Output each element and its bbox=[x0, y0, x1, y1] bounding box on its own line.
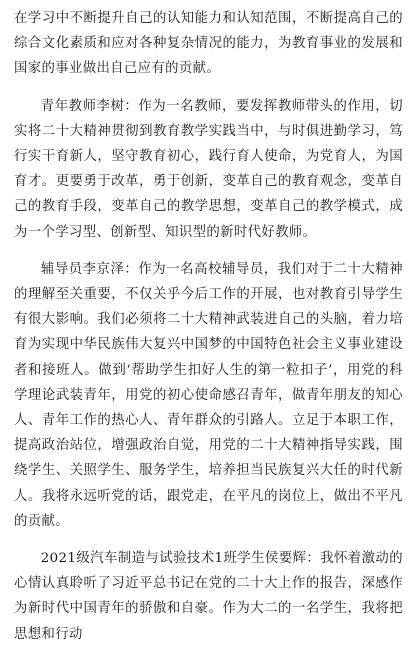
paragraph-counselor-li-jingze: 辅导员李京泽：作为一名高校辅导员，我们对于二十大精神的理解至关重要，不仅关乎今后工作的开展，也对教育引导学生有很大影响。我们必须将二十大精神武装进自己的头脑，着力培育为实现中华民族伟大复兴中国梦的中国特色社会主义事业建设者和接班人。做到‘帮助学生扣好人生的第一粒扣子’，用党的科学理论武装青年，用党的初心使命感召青年，做青年朋友的知心人、青年工作的热心人、青年群众的引路人。立足于本职工作，提高政治站位，增强政治自觉，用党的二十大精神指导实践，围绕学生、关照学生、服务学生，培养担当民族复兴大任的时代新人。我将永远听党的话，跟党走，在平凡的岗位上，做出不平凡的贡献。 bbox=[14, 261, 403, 529]
paragraph-student-hou-yaohui: 2021级汽车制造与试验技术1班学生侯要辉：我怀着激动的心情认真聆听了习近平总书记在党的二十大上作的报告，深感作为新时代中国青年的骄傲和自豪。作为大二的一名学生，我将把思想和行动 bbox=[14, 551, 403, 642]
paragraph-continued: 在学习中不断提升自己的认知能力和认知范围，不断提高自己的综合文化素质和应对各种复杂情况的能力，为教育事业的发展和国家的事业做出自己应有的贡献。 bbox=[14, 11, 403, 77]
paragraph-teacher-li-shu: 青年教师李树：作为一名教师，要发挥教师带头的作用，切实将二十大精神贯彻到教育教学实践当中，与时俱进勤学习，笃行实干育新人，坚守教育初心，践行育人使命，为党育人，为国育才。更要勇于改革，勇于创新，变革自己的教育观念，变革自己的教育手段，变革自己的教学思想，变革自己的教学模式，成为一个学习型、创新型、知识型的新时代好教师。 bbox=[14, 98, 403, 240]
